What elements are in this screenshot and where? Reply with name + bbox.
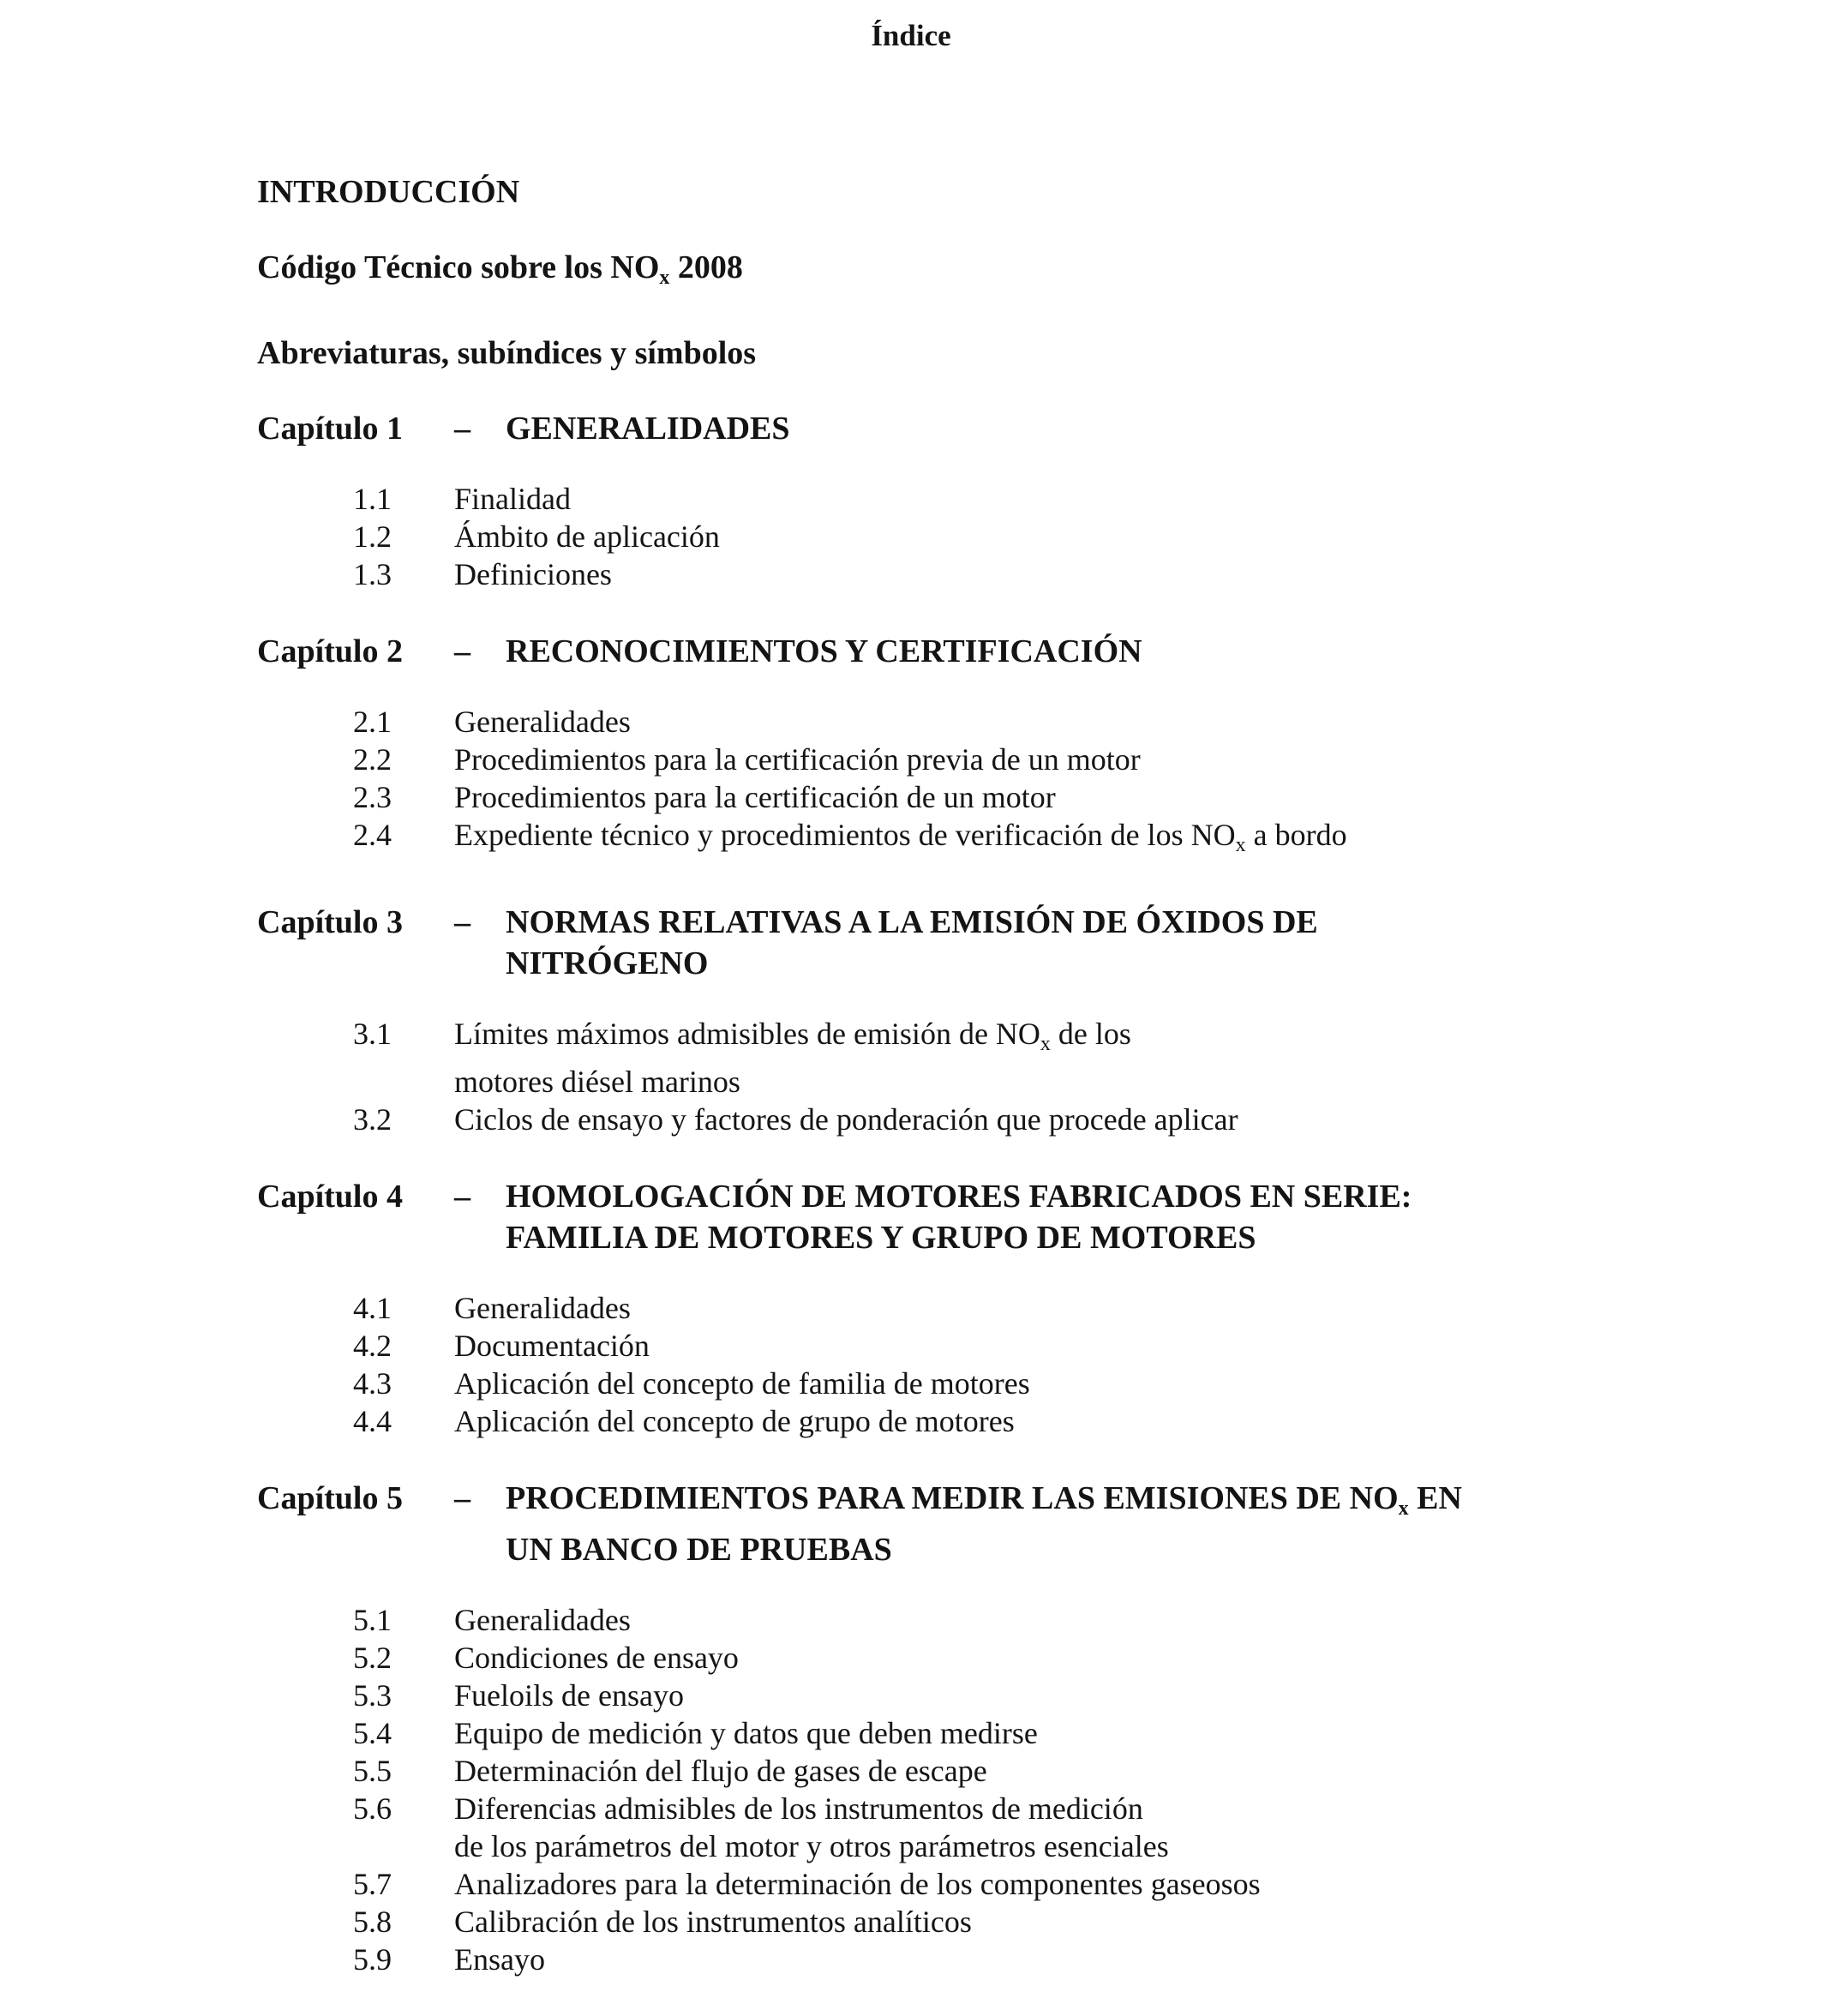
page-title: Índice	[871, 19, 951, 52]
section-number: 5.4	[353, 1716, 392, 1750]
chapter-label: Capítulo 4	[257, 1179, 403, 1215]
section-title: Analizadores para la determinación de los componentes gaseosos	[454, 1867, 1261, 1901]
section-item[interactable]	[353, 778, 1765, 816]
chapter-dash: –	[454, 904, 470, 940]
section-title: Finalidad	[454, 482, 571, 516]
chapter-5-heading[interactable]	[257, 1478, 1765, 1570]
section-item[interactable]	[353, 1289, 1765, 1327]
chapter-label: Capítulo 2	[257, 633, 403, 669]
chapter-title: GENERALIDADES	[506, 411, 790, 447]
section-item[interactable]	[353, 480, 1765, 518]
section-item[interactable]	[353, 816, 1765, 864]
section-item[interactable]	[353, 555, 1765, 593]
section-title: Aplicación del concepto de grupo de motores	[454, 1404, 1015, 1438]
section-number: 5.5	[353, 1754, 392, 1788]
section-number: 5.7	[353, 1867, 392, 1901]
section-title	[454, 1015, 1765, 1101]
section-number: 1.2	[353, 519, 392, 554]
section-item[interactable]	[353, 1752, 1765, 1790]
subscript: x	[1398, 1497, 1409, 1520]
toc-abreviaturas[interactable]: Abreviaturas, subíndices y símbolos	[257, 335, 757, 371]
chapter-title	[506, 902, 1765, 984]
section-item[interactable]	[353, 1601, 1765, 1639]
section-number: 2.3	[353, 780, 392, 814]
chapter-3-heading[interactable]	[257, 902, 1765, 984]
title-line: FAMILIA DE MOTORES Y GRUPO DE MOTORES	[506, 1220, 1256, 1256]
section-title	[454, 1790, 1765, 1865]
section-item[interactable]	[353, 1101, 1765, 1138]
title-line: NORMAS RELATIVAS A LA EMISIÓN DE ÓXIDOS DE	[506, 904, 1318, 940]
chapter-title: RECONOCIMIENTOS Y CERTIFICACIÓN	[506, 633, 1142, 669]
title-line: HOMOLOGACIÓN DE MOTORES FABRICADOS EN SERIE:	[506, 1179, 1412, 1215]
toc-introduccion[interactable]: INTRODUCCIÓN	[257, 174, 520, 210]
title-line: UN BANCO DE PRUEBAS	[506, 1532, 892, 1568]
title-line: PROCEDIMIENTOS PARA MEDIR LAS EMISIONES DE NO	[506, 1480, 1399, 1516]
section-number: 2.2	[353, 742, 392, 777]
title-line: EN	[1408, 1480, 1462, 1516]
section-title	[454, 816, 1765, 864]
section-title: Generalidades	[454, 1603, 631, 1637]
title-text: Diferencias admisibles de los instrumentos de medición	[454, 1791, 1143, 1826]
section-item[interactable]	[353, 518, 1765, 555]
subscript: x	[1040, 1033, 1051, 1055]
section-number: 4.4	[353, 1404, 392, 1438]
subscript: x	[1235, 834, 1246, 856]
section-title: Ensayo	[454, 1942, 545, 1977]
section-number: 3.2	[353, 1102, 392, 1137]
section-item[interactable]	[353, 1015, 1765, 1101]
section-item[interactable]	[353, 1402, 1765, 1440]
table-of-contents	[257, 171, 1765, 2016]
chapter-3-sections	[353, 1015, 1765, 1138]
chapter-label: Capítulo 5	[257, 1480, 403, 1516]
section-number: 4.1	[353, 1291, 392, 1325]
section-title: Generalidades	[454, 1291, 631, 1325]
chapter-4-sections	[353, 1289, 1765, 1440]
chapter-2-heading[interactable]	[257, 631, 1765, 672]
section-item[interactable]	[353, 703, 1765, 741]
section-item[interactable]	[353, 1365, 1765, 1402]
section-title: Fueloils de ensayo	[454, 1678, 684, 1713]
section-item[interactable]	[353, 1790, 1765, 1865]
section-title: Equipo de medición y datos que deben medirse	[454, 1716, 1038, 1750]
section-title: Procedimientos para la certificación previa de un motor	[454, 742, 1141, 777]
entry-text: 2008	[669, 249, 743, 285]
section-number: 4.3	[353, 1366, 392, 1401]
section-title: Determinación del flujo de gases de escape	[454, 1754, 987, 1788]
section-item[interactable]	[353, 1941, 1765, 1978]
chapter-dash: –	[454, 1480, 470, 1516]
section-number: 1.3	[353, 557, 392, 591]
section-title: Aplicación del concepto de familia de motores	[454, 1366, 1030, 1401]
chapter-1-sections	[353, 480, 1765, 593]
chapter-label: Capítulo 3	[257, 904, 403, 940]
title-text: motores diésel marinos	[454, 1065, 740, 1099]
section-number: 5.3	[353, 1678, 392, 1713]
section-number: 5.2	[353, 1641, 392, 1675]
section-item[interactable]	[353, 1865, 1765, 1903]
chapter-2-sections	[353, 703, 1765, 864]
toc-codigo-tecnico[interactable]	[257, 247, 1765, 298]
chapter-title	[506, 1176, 1765, 1258]
section-item[interactable]	[353, 741, 1765, 778]
section-number: 4.2	[353, 1329, 392, 1363]
chapter-dash: –	[454, 633, 470, 669]
section-number: 2.1	[353, 705, 392, 739]
section-title: Procedimientos para la certificación de un motor	[454, 780, 1056, 814]
section-title: Definiciones	[454, 557, 612, 591]
chapter-dash: –	[454, 411, 470, 447]
section-item[interactable]	[353, 1714, 1765, 1752]
section-item[interactable]	[353, 1327, 1765, 1365]
section-number: 5.8	[353, 1905, 392, 1939]
chapter-4-heading[interactable]	[257, 1176, 1765, 1258]
section-number: 5.1	[353, 1603, 392, 1637]
chapter-1-heading[interactable]	[257, 408, 1765, 449]
chapter-5-sections	[353, 1601, 1765, 1978]
section-number: 1.1	[353, 482, 392, 516]
section-number: 5.6	[353, 1791, 392, 1826]
entry-text: Código Técnico sobre los NO	[257, 249, 660, 285]
section-title: Ámbito de aplicación	[454, 519, 720, 554]
title-text: de los parámetros del motor y otros parámetros esenciales	[454, 1829, 1169, 1863]
section-title: Calibración de los instrumentos analíticos	[454, 1905, 972, 1939]
section-title: Generalidades	[454, 705, 631, 739]
section-number: 2.4	[353, 818, 392, 852]
section-item[interactable]	[353, 1677, 1765, 1714]
section-item[interactable]	[353, 1639, 1765, 1677]
title-text: Límites máximos admisibles de emisión de NO	[454, 1017, 1040, 1051]
section-title: Ciclos de ensayo y factores de ponderación que procede aplicar	[454, 1102, 1238, 1137]
section-title: Condiciones de ensayo	[454, 1641, 739, 1675]
chapter-label: Capítulo 1	[257, 411, 403, 447]
title-text: Expediente técnico y procedimientos de verificación de los NO	[454, 818, 1236, 852]
title-text: a bordo	[1245, 818, 1347, 852]
section-number: 3.1	[353, 1017, 392, 1051]
chapter-title	[506, 1478, 1765, 1570]
section-title: Documentación	[454, 1329, 650, 1363]
title-text: de los	[1050, 1017, 1131, 1051]
chapter-dash: –	[454, 1179, 470, 1215]
section-item[interactable]	[353, 1903, 1765, 1941]
title-line: NITRÓGENO	[506, 945, 709, 981]
section-number: 5.9	[353, 1942, 392, 1977]
subscript: x	[659, 267, 670, 289]
